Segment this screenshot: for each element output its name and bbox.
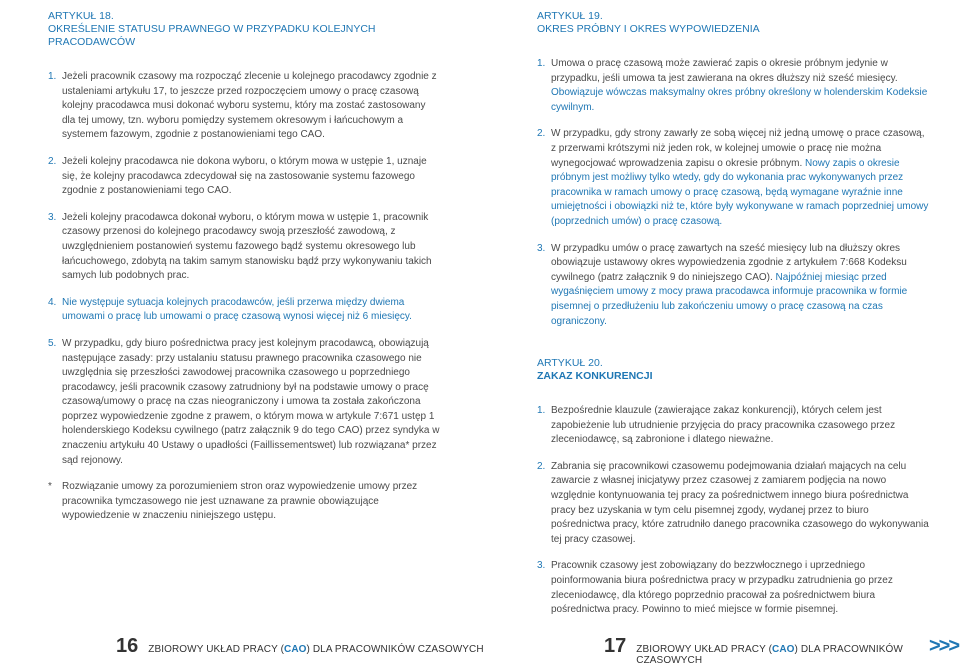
article-18-paragraph-1 [48, 70, 441, 143]
paragraph-number: 3. [537, 242, 546, 254]
paragraph-text: W przypadku umów o pracę zawartych na sześć miesięcy lub na dłuższy okres obowiązuje ustawowy okres wypowiedzenia zgodnie z artykułem 7:668 Kodeksu cywilnego (patrz załącznik 9 do niniejszego CAO). [551, 242, 907, 283]
article-18-paragraph-3 [48, 211, 441, 284]
page-number-left: 16 [116, 635, 139, 657]
article-19-paragraph-2 [537, 127, 930, 229]
paragraph-number: 1. [537, 58, 546, 69]
footnote-text: Rozwiązanie umowy za porozumieniem stron oraz wypowiedzenie umowy przez pracownika tymczasowego nie jest uznawane za prawnie obowiązujące wypowiedzenie w znaczeniu niniejszego ustępu. [62, 481, 418, 522]
paragraph-text: W przypadku, gdy strony zawarły ze sobą więcej niż jedną umowę o prace czasową, z przerwami krótszymi niż jeden rok, w kolejnej umowie o pracę nie można wynegocjować wprowadzenia zapisu o okresie próbnym. [551, 128, 925, 169]
section-spacer [537, 341, 930, 357]
article-20-title: ZAKAZ KONKURENCJI [537, 370, 653, 383]
footer-title-cao: CAO [284, 644, 307, 655]
paragraph-text-highlight: Najpóźniej miesiąc przed wygaśnięciem umowy z mocy prawa pracodawca informuje pracownika w formie pisemnej o przedłużeniu lub zakończeniu umowy o pracę czasową na czas ograniczony. [551, 271, 908, 327]
footer-left [116, 635, 484, 657]
paragraph-number: 3. [537, 560, 546, 572]
paragraph-text: Umowa o pracę czasową może zawierać zapis o okresie próbnym jedynie w przypadku, jeśli umowa ta jest zawierana na okres dłuższy niż sześć miesięcy. [551, 58, 898, 84]
footer-title-post: ) DLA PRACOWNIKÓW CZASOWYCH [306, 644, 484, 655]
article-19-paragraph-3 [537, 242, 930, 330]
paragraph-number: 4. [48, 296, 57, 308]
paragraph-text: Jeżeli kolejny pracodawca nie dokona wyboru, o którym mowa w ustępie 1, uznaje się, że kolejny pracodawca zdecydował się na zastosowanie systemu fazowego zgodnie z postanowieniami tego CAO. [62, 155, 427, 197]
paragraph-number: 2. [537, 460, 546, 472]
paragraph-text: Jeżeli kolejny pracodawca dokonał wyboru, o którym mowa w ustępie 1, pracownik czasowy przenosi do kolejnego pracodawcy swoją przeszłość zawodową, z uwzględnieniem postanowień systemu fazowego bądź systemu okresowego lub łańcuchowego, zdobytą na takim samym stanowisku bądź przy wykonywaniu takich samych lub podobnych prac. [62, 211, 432, 282]
paragraph-text: Bezpośrednie klauzule (zawierające zakaz konkurencji), których celem jest zapobieżenie lub utrudnienie przyjęcia do pracy pracownika czasowego przez zleceniodawcę, są zabronione i dlatego nieważne. [551, 405, 896, 446]
footer-title-left [148, 644, 483, 655]
paragraph-text: Pracownik czasowy jest zobowiązany do bezzwłocznego i uprzedniego poinformowania biura pośrednictwa pracy w przypadku zatrudnienia go przez zleceniodawcę, dla którego poprzednio pracował za pośrednictwem biura pośrednictwa pracy. Powinno to mieć miejsce w formie pisemnej. [551, 560, 893, 616]
paragraph-number: 3. [48, 211, 57, 223]
footer-title-right [636, 644, 960, 666]
paragraph-text: Jeżeli pracownik czasowy ma rozpocząć zlecenie u kolejnego pracodawcy zgodnie z ustaleniami artykułu 17, to jeszcze przed rozpoczęciem umowy o pracę czasową kolejny pracodawca musi dokonać wyboru systemu, który ma zostać zastosowany dla tej umowy, tzn. wyboru pomiędzy systemem okresowym i łańcuchowym a systemem fazowym, zgodnie z postanowieniami tego CAO. [62, 71, 437, 141]
footer-right [604, 635, 960, 666]
paragraph-text: Nie występuje sytuacja kolejnych pracodawców, jeśli przerwa między dwiema umowami o pracę lub umowami o pracę czasową wynosi więcej niż 6 miesięcy. [62, 296, 412, 323]
paragraph-text: Zabrania się pracownikowi czasowemu podejmowania działań mających na celu zawarcie z własnej inicjatywy przez czasowej z zamiarem podjęcia na nowo względnie kontynuowania tej pracy za pośrednictwem innego biura pośrednictwa pracy bez uzyskania w tym celu pisemnej zgody, wydanej przez to biuro pośrednictwa pracy, które zatrudniło danego pracownika czasowego do wykonywania tej pracy czasowej. [551, 460, 929, 545]
article-20-paragraph-3 [537, 559, 930, 617]
footer-title-pre: ZBIOROWY UKŁAD PRACY ( [636, 644, 772, 655]
article-18-paragraph-4 [48, 296, 441, 325]
right-column [537, 10, 930, 630]
article-18-paragraph-5 [48, 337, 441, 468]
footer-title-pre: ZBIOROWY UKŁAD PRACY ( [148, 644, 284, 655]
paragraph-text-highlight: Obowiązuje wówczas maksymalny okres próbny określony w holenderskim Kodeksie cywilnym. [551, 87, 928, 113]
paragraph-number: 1. [537, 405, 546, 417]
paragraph-number: 2. [537, 128, 546, 140]
page-number-right: 17 [604, 635, 627, 657]
paragraph-number: 2. [48, 155, 57, 167]
footnote-marker: * [48, 481, 52, 493]
paragraph-number: 5. [48, 337, 57, 349]
left-column [48, 10, 441, 524]
article-20-label: ARTYKUŁ 20. [537, 357, 603, 370]
article-18-title: OKREŚLENIE STATUSU PRAWNEGO W PRZYPADKU KOLEJNYCH PRACODAWCÓW [48, 23, 376, 48]
article-19-paragraph-1 [537, 57, 930, 115]
next-page-arrows-icon[interactable]: >>> [929, 635, 959, 657]
footer-title-post: ) DLA PRACOWNIKÓW CZASOWYCH [636, 644, 903, 666]
article-18-label: ARTYKUŁ 18. [48, 10, 114, 22]
paragraph-number: 1. [48, 71, 57, 82]
paragraph-text: W przypadku, gdy biuro pośrednictwa pracy jest kolejnym pracodawcą, obowiązują następujące zasady: przy ustalaniu statusu prawnego pracownika czasowego nie uwzględnia się przeszłości zawodowej pracownika czasowego u poprzedniego pracodawcy, jeśli pracownik czasowy zatrudniony był na podstawie umowy o pracę czasową/umowy o pracę na czas nieograniczony i umowa ta została zakończona poprzez wypowiedzenie zgodne z prawem, o którym mowa w artykule 7:671 ustęp 1 holenderskiego Kodeksu cywilnego (patrz załącznik 9 do tego CAO) przez syndyka w znaczeniu artykułu 40 Ustawy o upadłości (Faillissementswet) lub rozwiązana* przez sąd rejonowy. [62, 337, 440, 466]
article-18-paragraph-2 [48, 155, 441, 199]
footnote [48, 480, 441, 524]
paragraph-text-highlight: Nowy zapis o okresie próbnym jest możliwy tylko wtedy, gdy do wykonania prac wykonywanych przez pracownika w ramach umowy o pracę czasową, będą wymagane wyraźnie inne umiejętności i obowiązki niż te, które były wykonywane w ramach poprzedniej umowy (poprzednich umów) o pracę czasową. [551, 157, 929, 227]
article-19-label: ARTYKUŁ 19. [537, 10, 603, 22]
article-20-paragraph-2 [537, 460, 930, 548]
article-19-title: OKRES PRÓBNY I OKRES WYPOWIEDZENIA [537, 23, 760, 35]
footer-title-cao: CAO [772, 644, 795, 655]
article-20-paragraph-1 [537, 404, 930, 448]
